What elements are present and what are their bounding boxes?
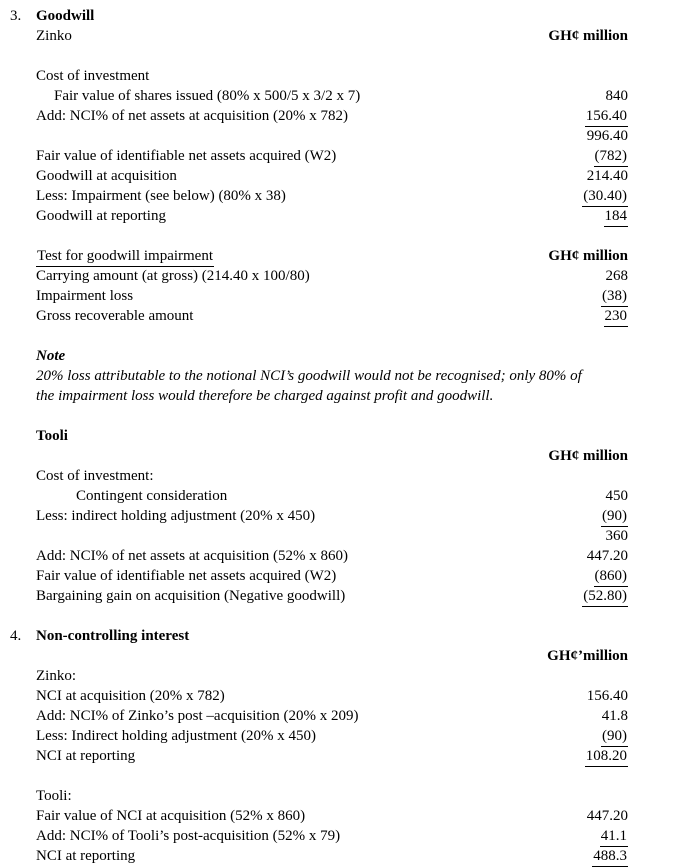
line-value: 108.20 xyxy=(585,746,628,767)
line-label: Zinko xyxy=(36,28,72,44)
line-value: (30.40) xyxy=(582,186,628,207)
document-line xyxy=(10,686,628,706)
line-label: NCI at acquisition (20% x 782) xyxy=(36,688,225,704)
blank-line xyxy=(10,606,628,626)
line-label: Add: NCI% of Zinko’s post –acquisition (20% x 209) xyxy=(36,708,359,724)
line-label: Fair value of identifiable net assets acquired (W2) xyxy=(36,148,337,164)
line-label: Add: NCI% of net assets at acquisition (20% x 782) xyxy=(36,108,349,124)
line-label: Impairment loss xyxy=(36,288,134,304)
document-line xyxy=(10,626,628,646)
line-label: NCI at reporting xyxy=(36,848,136,864)
line-value: GH¢ million xyxy=(548,28,628,44)
blank-line xyxy=(10,46,628,66)
line-label: Test for goodwill impairment xyxy=(36,246,548,267)
document-line xyxy=(10,286,628,306)
document-line xyxy=(10,86,628,106)
line-value: 360 xyxy=(605,528,628,544)
document-line xyxy=(10,346,628,366)
line-value: 488.3 xyxy=(592,846,628,867)
document-line xyxy=(10,806,628,826)
document-line xyxy=(10,306,628,326)
document-line xyxy=(10,206,628,226)
line-label: NCI at reporting xyxy=(36,748,136,764)
line-value: 996.40 xyxy=(586,128,628,144)
line-value: (782) xyxy=(594,146,629,167)
line-value: (52.80) xyxy=(582,586,628,607)
line-label: Zinko: xyxy=(36,668,76,684)
line-label: Goodwill at reporting xyxy=(36,208,166,224)
document-line xyxy=(10,746,628,766)
document-line xyxy=(10,786,628,806)
document-line xyxy=(10,246,628,266)
blank-line xyxy=(10,226,628,246)
document-line xyxy=(10,66,628,86)
blank-line xyxy=(10,326,628,346)
line-label: Goodwill xyxy=(36,8,95,24)
line-value: 268 xyxy=(605,268,628,284)
document-line xyxy=(10,6,628,26)
blank-line xyxy=(10,766,628,786)
line-label: Cost of investment: xyxy=(36,468,154,484)
document-line xyxy=(10,26,628,46)
document-line xyxy=(10,186,628,206)
line-value: 41.8 xyxy=(601,708,628,724)
line-label: Add: NCI% of net assets at acquisition (52% x 860) xyxy=(36,548,349,564)
document-line xyxy=(10,446,628,466)
line-label: Fair value of identifiable net assets acquired (W2) xyxy=(36,568,337,584)
line-value: GH¢’million xyxy=(547,648,628,664)
line-label: Non-controlling interest xyxy=(36,628,190,644)
line-label: Tooli xyxy=(36,428,68,444)
line-label: Note xyxy=(36,348,66,364)
document-line xyxy=(10,486,628,506)
item-number: 4. xyxy=(10,628,22,644)
line-label: Fair value of NCI at acquisition (52% x 860) xyxy=(36,808,306,824)
line-label: Less: Impairment (see below) (80% x 38) xyxy=(36,188,286,204)
document-line xyxy=(10,266,628,286)
document-line xyxy=(10,726,628,746)
document-line xyxy=(10,366,628,386)
line-value: GH¢ million xyxy=(548,248,628,264)
line-value: 156.40 xyxy=(585,106,628,127)
line-value: 450 xyxy=(605,488,628,504)
line-value: 447.20 xyxy=(586,808,628,824)
line-value: 41.1 xyxy=(600,826,628,847)
line-value: 214.40 xyxy=(586,168,628,184)
line-label: Cost of investment xyxy=(36,68,150,84)
line-label: Goodwill at acquisition xyxy=(36,168,177,184)
blank-line xyxy=(10,406,628,426)
line-value: (90) xyxy=(601,726,628,747)
line-value: (860) xyxy=(594,566,629,587)
document-line xyxy=(10,386,628,406)
line-label: Less: Indirect holding adjustment (20% x 450) xyxy=(36,728,316,744)
line-value: 230 xyxy=(604,306,629,327)
line-value: 156.40 xyxy=(586,688,628,704)
document-line xyxy=(10,106,628,126)
document-line xyxy=(10,646,628,666)
line-value: (90) xyxy=(601,506,628,527)
document-line xyxy=(10,566,628,586)
line-label: Carrying amount (at gross) (214.40 x 100/80) xyxy=(36,268,310,284)
document-line xyxy=(10,546,628,566)
line-value: 840 xyxy=(605,88,628,104)
document-line xyxy=(10,846,628,866)
document-line xyxy=(10,126,628,146)
item-number: 3. xyxy=(10,8,22,24)
line-label: Bargaining gain on acquisition (Negative goodwill) xyxy=(36,588,346,604)
document-line xyxy=(10,506,628,526)
document-line xyxy=(10,426,628,446)
document-line xyxy=(10,466,628,486)
line-value: 184 xyxy=(604,206,629,227)
document-line xyxy=(10,826,628,846)
line-label: the impairment loss would therefore be charged against profit and goodwill. xyxy=(36,388,494,404)
line-label: Add: NCI% of Tooli’s post-acquisition (52% x 79) xyxy=(36,828,341,844)
document-line xyxy=(10,526,628,546)
line-label: Contingent consideration xyxy=(76,488,228,504)
line-value: 447.20 xyxy=(586,548,628,564)
document-line xyxy=(10,166,628,186)
line-label: Less: indirect holding adjustment (20% x 450) xyxy=(36,508,316,524)
document-lines xyxy=(10,6,628,866)
line-label: Tooli: xyxy=(36,788,72,804)
document-line xyxy=(10,146,628,166)
document-line xyxy=(10,666,628,686)
line-label: Fair value of shares issued (80% x 500/5 x 3/2 x 7) xyxy=(54,88,361,104)
line-value: GH¢ million xyxy=(548,448,628,464)
document-line xyxy=(10,706,628,726)
line-label: 20% loss attributable to the notional NCI’s goodwill would not be recognised; only 80% of xyxy=(36,368,582,384)
line-value: (38) xyxy=(601,286,628,307)
line-label: Gross recoverable amount xyxy=(36,308,194,324)
document-line xyxy=(10,586,628,606)
